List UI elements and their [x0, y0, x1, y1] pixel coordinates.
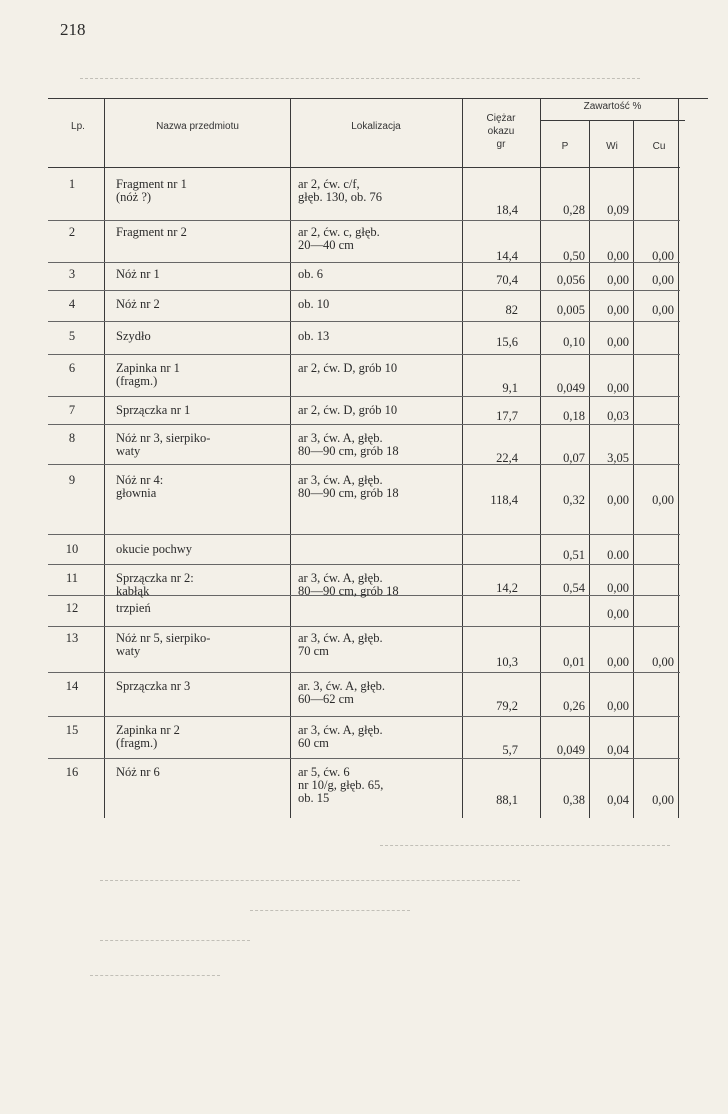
cell-weight: 14,4	[496, 249, 518, 263]
cell-weight: 79,2	[496, 699, 518, 713]
cell-wi: 0,00	[607, 655, 629, 669]
divider-wi	[633, 120, 634, 818]
cell-wi: 0,00	[607, 273, 629, 287]
scan-artifact	[90, 975, 220, 976]
cell-name: Nóż nr 3, sierpiko- waty	[116, 431, 211, 458]
header-p: P	[561, 141, 569, 152]
cell-p: 0,50	[563, 249, 585, 263]
page-number: 218	[60, 20, 86, 39]
row-divider	[48, 626, 680, 627]
cell-lp: 10	[65, 542, 79, 556]
cell-name: Sprzączka nr 3	[116, 679, 191, 693]
cell-wi: 0,00	[607, 699, 629, 713]
cell-p: 0,32	[563, 493, 585, 507]
cell-p: 0,18	[563, 409, 585, 423]
cell-lp: 7	[68, 403, 76, 417]
cell-name: Nóż nr 1	[116, 267, 160, 281]
cell-weight: 15,6	[496, 335, 518, 349]
cell-wi: 0,04	[607, 793, 629, 807]
row-divider	[48, 321, 680, 322]
row-divider	[48, 464, 680, 465]
cell-loc: ar 3, ćw. A, głęb. 80—90 cm, grób 18	[298, 431, 399, 458]
divider-p	[589, 120, 590, 818]
divider-location	[462, 98, 463, 818]
cell-wi: 0,00	[607, 249, 629, 263]
cell-loc: ar 2, ćw. c, głęb. 20—40 cm	[298, 225, 380, 252]
cell-wi: 3,05	[607, 451, 629, 465]
cell-p: 0,005	[556, 303, 585, 317]
cell-lp: 2	[68, 225, 76, 239]
cell-weight: 118,4	[490, 493, 518, 507]
row-divider	[48, 354, 680, 355]
cell-p: 0,54	[563, 581, 585, 595]
cell-loc: ar 2, ćw. c/f, głęb. 130, ob. 76	[298, 177, 383, 204]
cell-lp: 6	[68, 361, 76, 375]
cell-weight: 70,4	[496, 273, 518, 287]
cell-wi: 0,00	[607, 335, 629, 349]
cell-weight: 18,4	[496, 203, 518, 217]
cell-wi: 0,00	[607, 381, 629, 395]
cell-lp: 1	[68, 177, 76, 191]
cell-cu: 0,00	[652, 303, 674, 317]
cell-cu: 0,00	[652, 249, 674, 263]
cell-loc: ob. 13	[298, 329, 330, 343]
table-header-rule	[48, 167, 680, 168]
row-divider	[48, 262, 680, 263]
cell-loc: ar 5, ćw. 6 nr 10/g, głęb. 65, ob. 15	[298, 765, 384, 805]
scan-artifact	[100, 940, 250, 941]
cell-lp: 3	[68, 267, 76, 281]
cell-name: okucie pochwy	[116, 542, 193, 556]
cell-lp: 16	[65, 765, 79, 779]
cell-cu: 0,00	[652, 793, 674, 807]
cell-name: Szydło	[116, 329, 151, 343]
cell-name: Sprzączka nr 2: kabłąk	[116, 571, 194, 598]
cell-loc: ar 3, ćw. A, głęb. 60 cm	[298, 723, 383, 750]
scan-artifact	[250, 910, 410, 911]
cell-lp: 11	[65, 571, 79, 585]
cell-loc: ar. 3, ćw. A, głęb. 60—62 cm	[298, 679, 386, 706]
cell-loc: ar 3, ćw. A, głęb. 70 cm	[298, 631, 383, 658]
content-subheader-rule	[540, 120, 685, 121]
cell-p: 0,10	[563, 335, 585, 349]
cell-lp: 4	[68, 297, 76, 311]
row-divider	[48, 716, 680, 717]
cell-loc: ar 3, ćw. A, głęb. 80—90 cm, grób 18	[298, 571, 399, 598]
cell-weight: 82	[505, 303, 518, 317]
cell-p: 0,26	[563, 699, 585, 713]
row-divider	[48, 290, 680, 291]
cell-name: Nóż nr 2	[116, 297, 160, 311]
cell-wi: 0,00	[607, 303, 629, 317]
cell-p: 0,51	[563, 548, 585, 562]
cell-weight: 5,7	[502, 743, 518, 757]
scan-artifact	[80, 78, 640, 79]
cell-wi: 0,09	[607, 203, 629, 217]
cell-wi: 0,00	[607, 607, 629, 621]
cell-lp: 15	[65, 723, 79, 737]
table-top-rule	[48, 98, 708, 99]
cell-loc: ar 2, ćw. D, grób 10	[298, 361, 398, 375]
cell-name: Zapinka nr 1 (fragm.)	[116, 361, 180, 388]
cell-p: 0,01	[563, 655, 585, 669]
cell-cu: 0,00	[652, 493, 674, 507]
row-divider	[48, 758, 680, 759]
cell-weight: 9,1	[502, 381, 518, 395]
row-divider	[48, 396, 680, 397]
cell-name: Nóż nr 4: głownia	[116, 473, 164, 500]
cell-cu: 0,00	[652, 655, 674, 669]
cell-name: Nóż nr 6	[116, 765, 160, 779]
header-content: Zawartość %	[583, 101, 642, 112]
header-lp: Lp.	[71, 121, 85, 132]
cell-lp: 5	[68, 329, 76, 343]
cell-weight: 10,3	[496, 655, 518, 669]
cell-lp: 12	[65, 601, 79, 615]
cell-wi: 0,04	[607, 743, 629, 757]
cell-name: Nóż nr 5, sierpiko- waty	[116, 631, 211, 658]
cell-name: Sprzączka nr 1	[116, 403, 191, 417]
cell-lp: 9	[68, 473, 76, 487]
cell-wi: 0,00	[607, 581, 629, 595]
cell-p: 0,056	[556, 273, 585, 287]
cell-name: Fragment nr 2	[116, 225, 187, 239]
cell-weight: 17,7	[496, 409, 518, 423]
cell-weight: 88,1	[496, 793, 518, 807]
row-divider	[48, 534, 680, 535]
row-divider	[48, 220, 680, 221]
scan-artifact	[380, 845, 670, 846]
cell-wi: 0,00	[607, 493, 629, 507]
divider-lp	[104, 98, 105, 818]
cell-name: Fragment nr 1 (nóż ?)	[116, 177, 187, 204]
header-location: Lokalizacja	[351, 121, 401, 132]
cell-loc: ob. 10	[298, 297, 330, 311]
cell-wi: 0.00	[607, 548, 629, 562]
divider-cu	[678, 98, 679, 818]
cell-cu: 0,00	[652, 273, 674, 287]
cell-lp: 14	[65, 679, 79, 693]
scan-artifact	[100, 880, 520, 881]
cell-weight: 14,2	[496, 581, 518, 595]
header-name: Nazwa przedmiotu	[156, 121, 239, 132]
header-weight: Ciężar okazu gr	[486, 113, 516, 150]
cell-name: trzpień	[116, 601, 151, 615]
cell-p: 0,07	[563, 451, 585, 465]
cell-p: 0,049	[556, 743, 585, 757]
cell-loc: ar 3, ćw. A, głęb. 80—90 cm, grób 18	[298, 473, 399, 500]
cell-weight: 22,4	[496, 451, 518, 465]
cell-lp: 13	[65, 631, 79, 645]
cell-lp: 8	[68, 431, 76, 445]
cell-name: Zapinka nr 2 (fragm.)	[116, 723, 180, 750]
cell-wi: 0,03	[607, 409, 629, 423]
cell-p: 0,38	[563, 793, 585, 807]
row-divider	[48, 672, 680, 673]
cell-loc: ar 2, ćw. D, grób 10	[298, 403, 398, 417]
header-cu: Cu	[652, 141, 666, 152]
cell-loc: ob. 6	[298, 267, 323, 281]
row-divider	[48, 424, 680, 425]
row-divider	[48, 564, 680, 565]
divider-name	[290, 98, 291, 818]
cell-p: 0,049	[556, 381, 585, 395]
cell-p: 0,28	[563, 203, 585, 217]
header-wi: Wi	[606, 141, 618, 152]
